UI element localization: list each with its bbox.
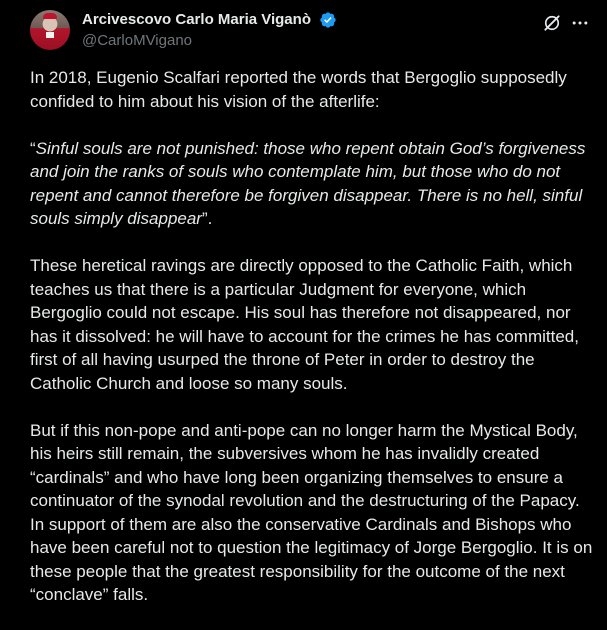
- paragraph-quote: [30, 137, 595, 231]
- avatar[interactable]: [30, 10, 70, 50]
- quote-text: Sinful souls are not punished: those who repent obtain God’s forgiveness and join the ranks of souls who contemplate him, but those who do not repent and cannot therefore be forgiven disappear. There is no hell, sinful souls simply disappear: [30, 138, 586, 228]
- paragraph-judgment: These heretical ravings are directly opposed to the Catholic Faith, which teaches us that there is a particular Judgment for everyone, which Bergoglio could not escape. His soul has therefore not disappeared, nor has it dissolved: he will have to account for the crimes he has committed, first of all having usurped the throne of Peter in order to destroy the Catholic Church and loose so many souls.: [30, 256, 579, 393]
- quote-open-mark: “: [30, 138, 36, 158]
- more-options-icon[interactable]: [570, 13, 590, 33]
- post-text: [30, 66, 595, 630]
- paragraph-heirs: But if this non-pope and anti-pope can no longer harm the Mystical Body, his heirs still remain, the subversives whom he has invalidly created “cardinals” and who have long been organizing themselves to ensure a continuator of the synodal revolution and the destructuring of the Papacy. In support of them are also the conservative Cardinals and Bishops who have been careful not to question the legitimacy of Jorge Bergoglio. It is on these people that the greatest responsibility for the outcome of the next “conclave” falls.: [30, 420, 593, 604]
- zucchetto-shape: [43, 13, 57, 19]
- display-name[interactable]: Arcivescovo Carlo Maria Viganò: [82, 11, 311, 28]
- post-header: [30, 8, 590, 52]
- paragraph-intro: In 2018, Eugenio Scalfari reported the words that Bergoglio supposedly confided to him about his vision of the afterlife:: [30, 68, 567, 111]
- grok-icon[interactable]: [542, 13, 562, 33]
- verified-badge-icon: [319, 11, 337, 29]
- quote-close-mark: ”.: [201, 209, 213, 228]
- author-handle[interactable]: @CarloMVigano: [82, 32, 193, 49]
- collar-shape: [46, 32, 54, 38]
- author-names: [82, 10, 337, 51]
